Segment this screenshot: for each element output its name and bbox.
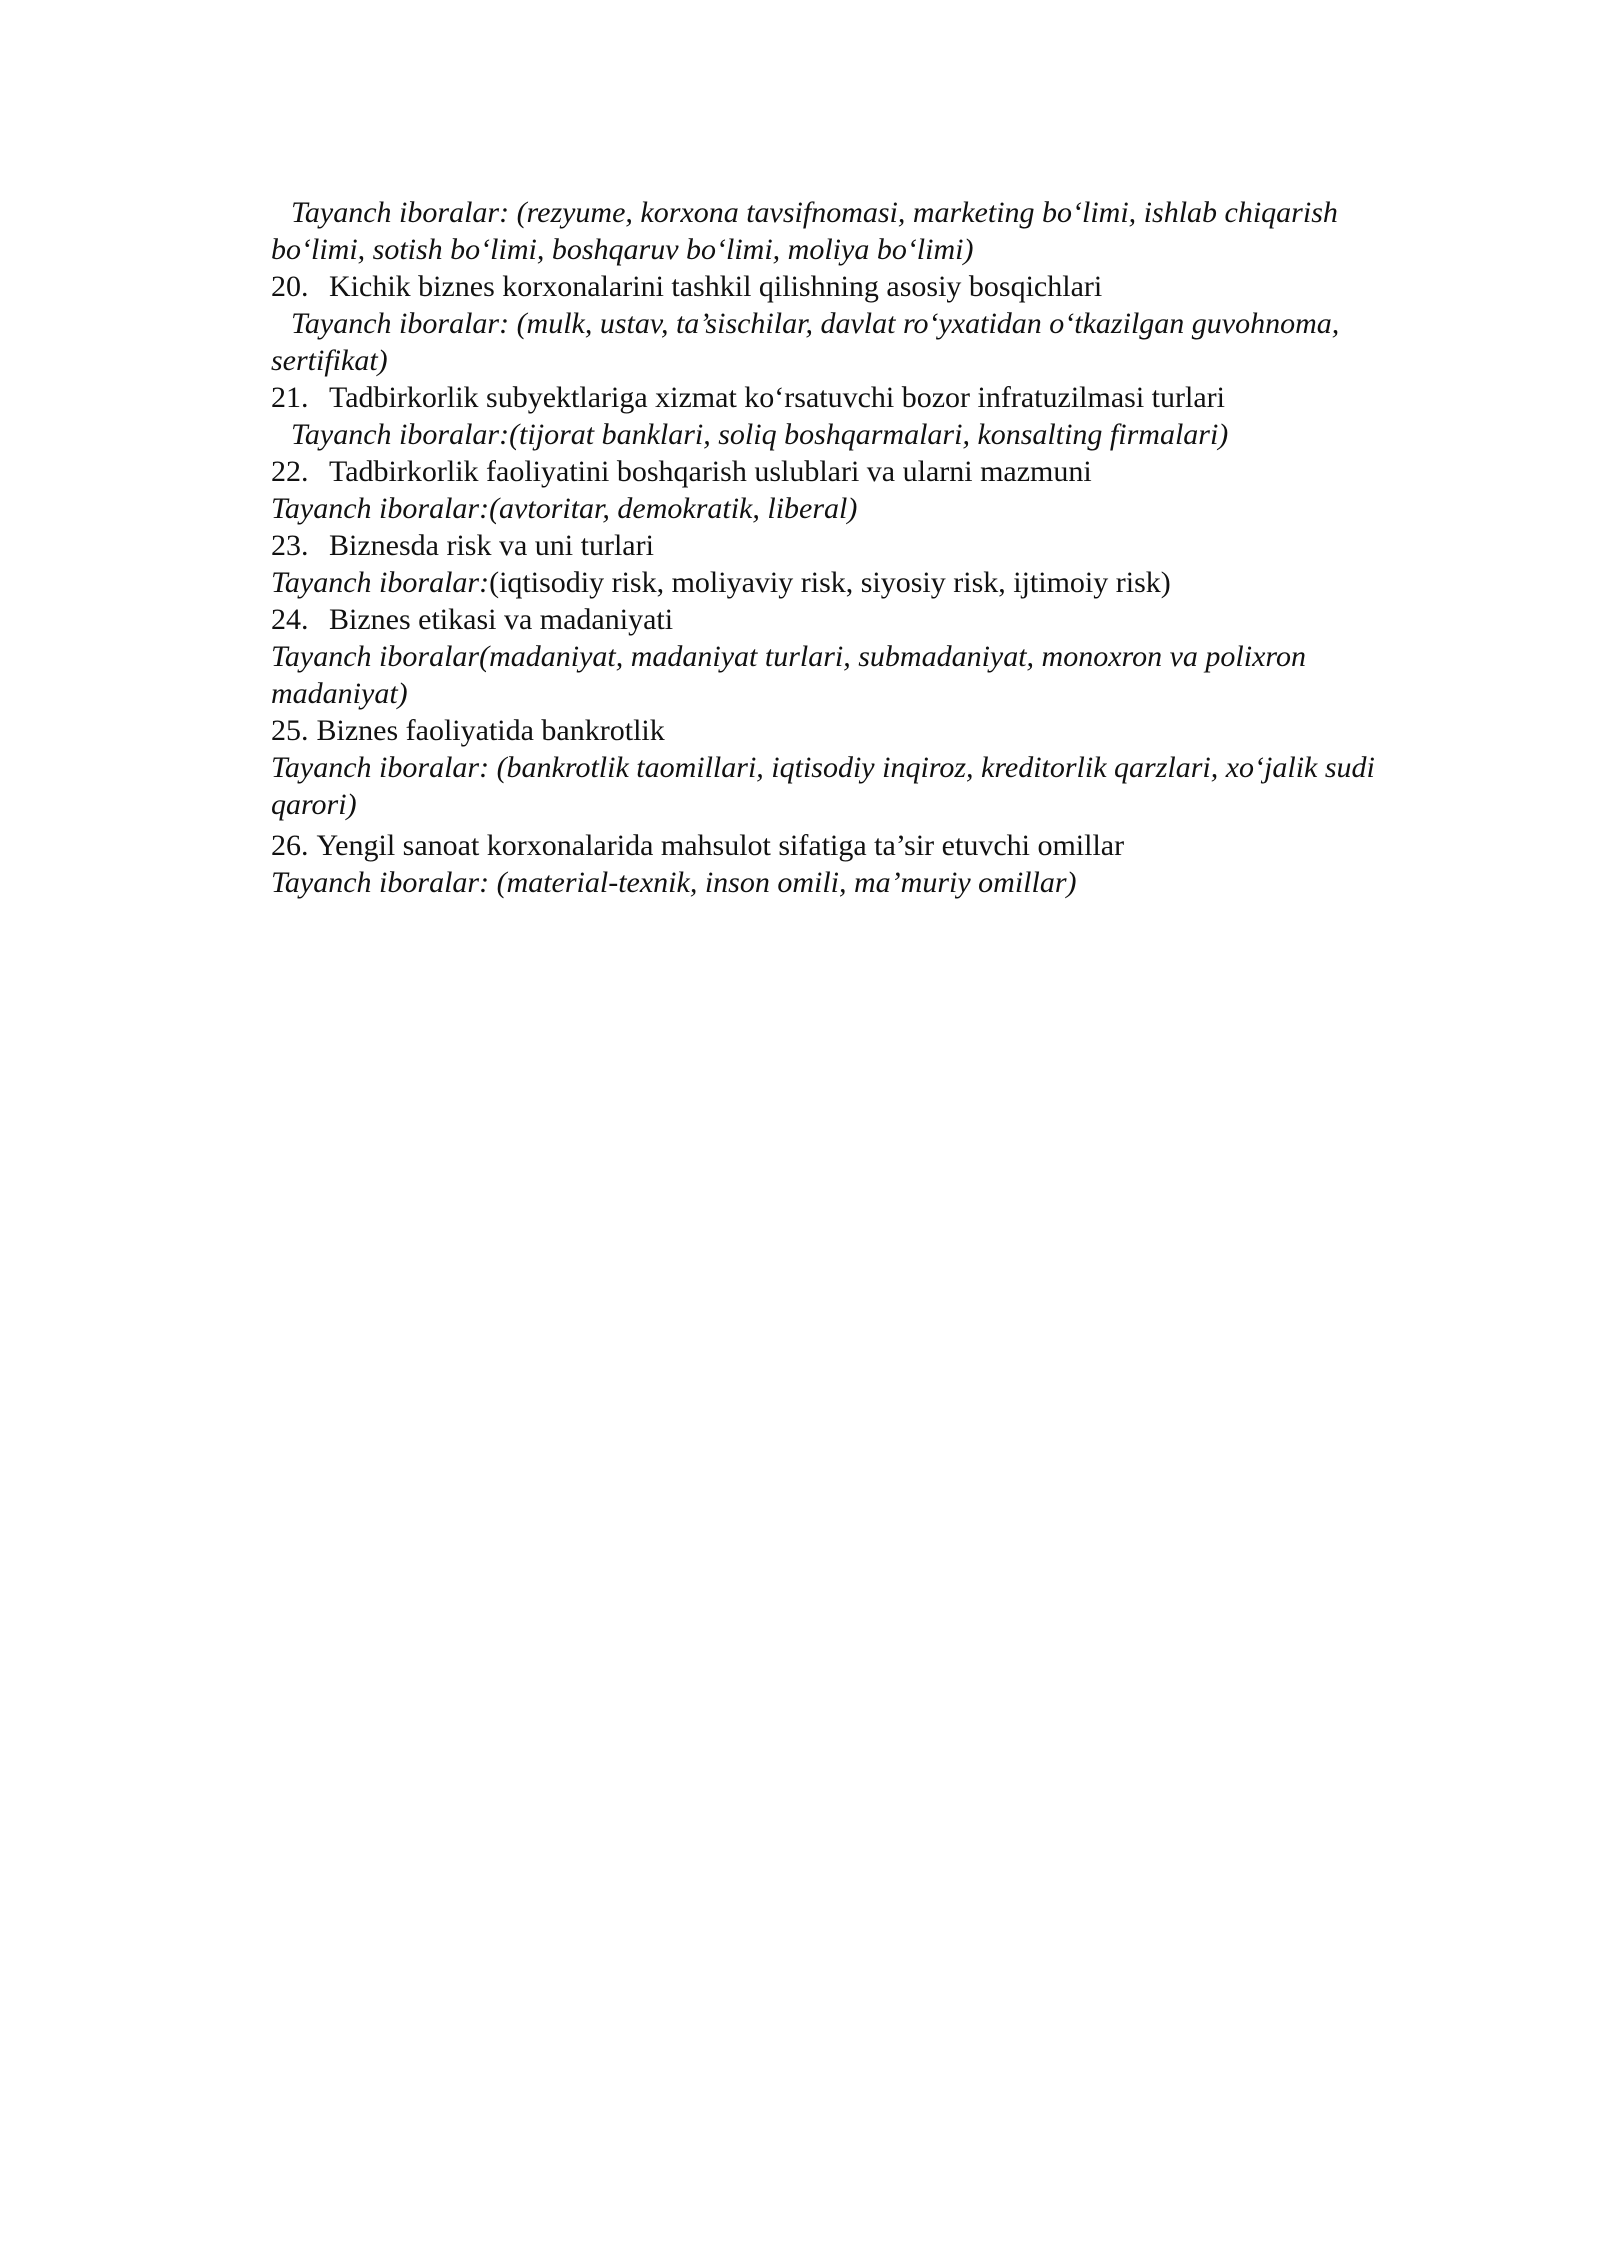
topic-number: 23.: [271, 529, 309, 562]
topic-heading: [271, 379, 1421, 416]
topic-title: Tadbirkorlik faoliyatini boshqarish uslublari va ularni mazmuni: [329, 455, 1092, 488]
topic-title: Biznes etikasi va madaniyati: [329, 603, 674, 636]
topic-title: Tadbirkorlik subyektlariga xizmat ko‘rsatuvchi bozor infratuzilmasi turlari: [329, 381, 1225, 414]
topic-number: 22.: [271, 455, 309, 488]
keywords-paragraph: [271, 864, 1421, 901]
keywords-paragraph: [271, 564, 1421, 601]
keywords-paragraph: [271, 749, 1421, 823]
topic-title: Kichik biznes korxonalarini tashkil qilishning asosiy bosqichlari: [329, 270, 1103, 303]
topic-heading: [271, 712, 1421, 749]
keywords-text: Tayanch iboralar:(tijorat banklari, soliq boshqarmalari, konsalting firmalari): [291, 418, 1229, 451]
topic-number: 25.: [271, 714, 309, 747]
keywords-text: Tayanch iboralar:(avtoritar, demokratik, liberal): [271, 492, 858, 525]
keywords-paragraph: [271, 194, 1421, 268]
keywords-label: Tayanch iboralar:: [271, 566, 490, 599]
keywords-text: Tayanch iboralar: (bankrotlik taomillari, iqtisodiy inqiroz, kreditorlik qarzlari, xo‘jalik sudi qarori): [271, 751, 1375, 821]
keywords-text: Tayanch iboralar: (rezyume, korxona tavsifnomasi, marketing bo‘limi, ishlab chiqarish bo‘limi, sotish bo‘limi, boshqaruv bo‘limi, moliya bo‘limi): [271, 196, 1338, 266]
topic-heading: [271, 268, 1421, 305]
topic-title: Biznes faoliyatida bankrotlik: [316, 714, 665, 747]
topic-heading: [271, 527, 1421, 564]
keywords-paragraph: [271, 416, 1421, 453]
topic-title: Yengil sanoat korxonalarida mahsulot sifatiga ta’sir etuvchi omillar: [316, 829, 1125, 862]
topic-number: 21.: [271, 381, 309, 414]
topic-title: Biznesda risk va uni turlari: [329, 529, 654, 562]
keywords-text: Tayanch iboralar: (material-texnik, inson omili, ma’muriy omillar): [271, 866, 1077, 899]
keywords-paragraph: [271, 305, 1421, 379]
document-body: [271, 194, 1421, 901]
keywords-paragraph: [271, 490, 1421, 527]
topic-number: 26.: [271, 829, 309, 862]
keywords-paragraph: [271, 638, 1421, 712]
topic-heading: [271, 601, 1421, 638]
topic-heading: [271, 827, 1421, 864]
topic-number: 20.: [271, 270, 309, 303]
keywords-text: (iqtisodiy risk, moliyaviy risk, siyosiy risk, ijtimoiy risk): [489, 566, 1171, 599]
keywords-text: Tayanch iboralar: (mulk, ustav, ta’sischilar, davlat ro‘yxatidan o‘tkazilgan guvohnoma, sertifikat): [271, 307, 1340, 377]
keywords-text: Tayanch iboralar(madaniyat, madaniyat turlari, submadaniyat, monoxron va polixron madaniyat): [271, 640, 1306, 710]
topic-number: 24.: [271, 603, 309, 636]
topic-heading: [271, 453, 1421, 490]
